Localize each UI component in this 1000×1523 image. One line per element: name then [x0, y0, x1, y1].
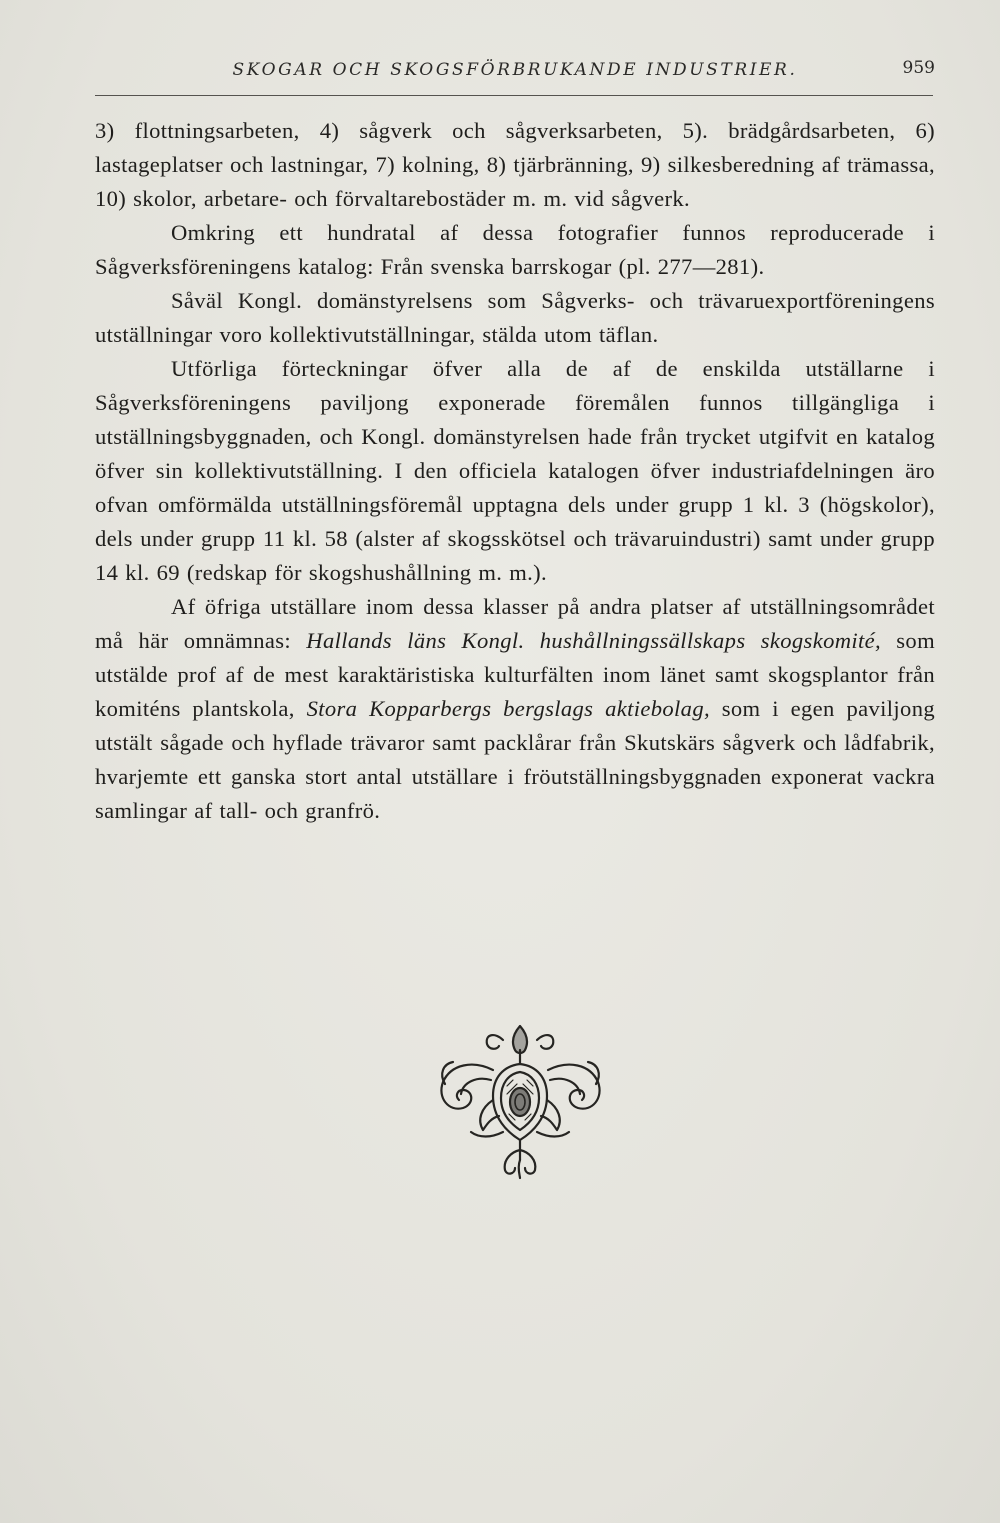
italic-text-segment: Stora Kopparbergs bergslags aktiebolag, [306, 696, 710, 721]
text-segment: Utförliga förteckningar öfver alla de af de enskilda utställarne i Sågverksföreningens paviljong exponerade föremålen funnos tillgängliga i utställningsbyggnaden, och Kongl. domänstyrelsen hade från trycket utgifvit en katalog öfver sin kollektivutställning. I den officiela katalogen öfver industriafdelningen äro ofvan omförmälda utställningsföremål upptagna dels under grupp 1 kl. 3 (högskolor), dels under grupp 11 kl. 58 (alster af skogsskötsel och trävaruindustri) samt under grupp 14 kl. 69 (redskap för skogshushållning m. m.). [95, 356, 935, 585]
page-number: 959 [902, 58, 935, 78]
paragraph [95, 114, 935, 216]
header-rule [95, 95, 933, 96]
paragraph [95, 590, 935, 828]
text-segment: Såväl Kongl. domänstyrelsens som Sågverks- och trävaruexportföreningens utställningar voro kollektivutställningar, stälda utom täflan. [95, 288, 935, 347]
text-segment: Af öfriga utställare inom dessa klasser på andra platser af utställningsområdet må här omnämnas: [95, 594, 935, 653]
ornamental-vignette-icon [433, 1020, 608, 1180]
text-segment: som utstälde prof af de mest karaktäristiska kulturfälten inom länet samt skogsplantor från komiténs plantskola, [95, 628, 935, 721]
paragraph [95, 216, 935, 284]
text-segment: som i egen paviljong utstält sågade och hyflade trävaror samt packlårar från Skutskärs sågverk och lådfabrik, hvarjemte ett ganska stort antal utställare i fröutställningsbyggnaden exponerat vackra samlingar af tall- och granfrö. [95, 696, 935, 823]
body-text [95, 114, 935, 828]
text-segment: 3) flottningsarbeten, 4) sågverk och sågverksarbeten, 5). brädgårdsarbeten, 6) lastageplatser och lastningar, 7) kolning, 8) tjärbränning, 9) silkesberedning af trämassa, 10) skolor, arbetare- och förvaltarebostäder m. m. vid sågverk. [95, 118, 935, 211]
running-head [95, 58, 935, 88]
text-segment: Omkring ett hundratal af dessa fotografier funnos reproducerade i Sågverksföreningens katalog: Från svenska barrskogar (pl. 277—281). [95, 220, 935, 279]
running-title: SKOGAR OCH SKOGSFÖRBRUKANDE INDUSTRIER. [232, 60, 798, 80]
paragraph [95, 352, 935, 590]
paragraph [95, 284, 935, 352]
italic-text-segment: Hallands läns Kongl. hushållningssällskaps skogskomité, [306, 628, 882, 653]
